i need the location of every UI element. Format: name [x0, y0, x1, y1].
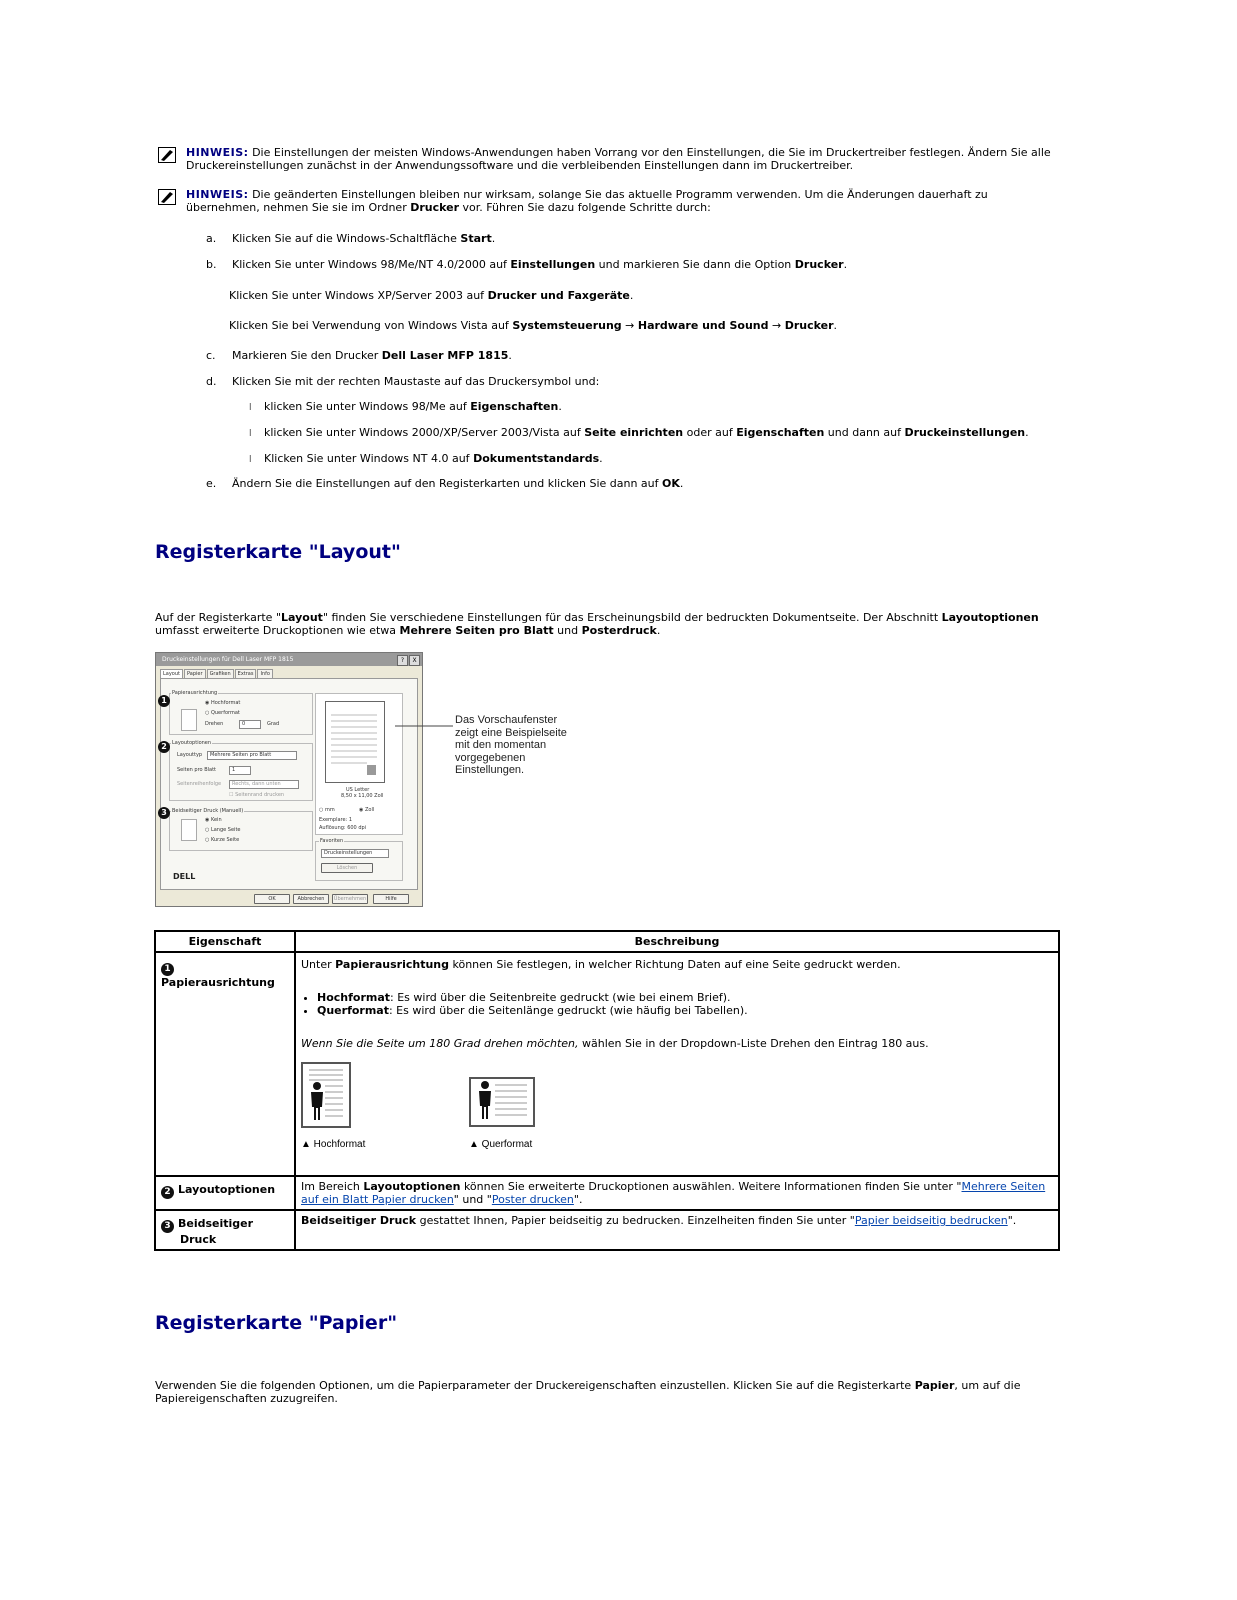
- layout-type-select[interactable]: Mehrere Seiten pro Blatt: [207, 751, 297, 760]
- note-1: [158, 147, 1058, 172]
- paper-heading: Registerkarte "Papier": [155, 1312, 398, 1334]
- step-a: a. Klicken Sie auf die Windows-Schaltfläche Start.: [206, 232, 496, 245]
- help-button[interactable]: Hilfe: [373, 894, 409, 904]
- page-order-label: Seitenreihenfolge: [177, 781, 222, 787]
- radio-none[interactable]: ◉ Kein: [205, 817, 222, 823]
- step-e: e. Ändern Sie die Einstellungen auf den Registerkarten und klicken Sie dann auf OK.: [206, 477, 684, 490]
- portrait-page-icon: [181, 709, 197, 731]
- callout-line: [395, 724, 455, 728]
- duplex-page-icon: [181, 819, 197, 841]
- property-description: Unter Papierausrichtung können Sie festlegen, in welcher Richtung Daten auf eine Seite gedruckt werden. • Hochformat: Es wird über die Seitenbreite gedruckt (wie bei einem Brief). • Querformat: Es wird über die Seitenlänge gedruckt (wie häufig bei Tabellen). Wenn Sie die Seite um 180 Grad drehen möchten, wählen Sie in der Dropdown-Liste Drehen den Eintrag 180 aus. ▲ Hochformat ▲ Querformat: [295, 952, 1059, 1176]
- preview-dimensions: 8,50 x 11,00 Zoll: [341, 793, 384, 799]
- list-item: • Querformat: Es wird über die Seitenlänge gedruckt (wie häufig bei Tabellen).: [317, 1004, 1053, 1017]
- dell-logo: DELL: [173, 872, 196, 881]
- marker-1: 1: [161, 963, 174, 976]
- note-pencil-icon: [158, 189, 176, 205]
- header-property: Eigenschaft: [155, 931, 295, 952]
- landscape-illustration: [469, 1077, 535, 1127]
- link-multiple-pages[interactable]: Mehrere Seiten auf ein Blatt Papier drucken: [301, 1180, 1046, 1206]
- marker-3: 3: [161, 1220, 174, 1233]
- note-label: HINWEIS:: [186, 188, 249, 201]
- step-d-2: l klicken Sie unter Windows 2000/XP/Server 2003/Vista auf Seite einrichten oder auf Eigenschaften und dann auf Druckeinstellungen.: [249, 426, 1029, 439]
- help-icon[interactable]: ?: [397, 655, 408, 666]
- layout-heading: Registerkarte "Layout": [155, 541, 401, 563]
- radio-mm[interactable]: ○ mm: [319, 807, 335, 813]
- page-order-select[interactable]: Rechts, dann unten: [229, 780, 299, 789]
- step-d: d. Klicken Sie mit der rechten Maustaste auf das Druckersymbol und:: [206, 375, 600, 388]
- radio-short-edge[interactable]: ○ Kurze Seite: [205, 837, 240, 843]
- favorites-select[interactable]: Druckeinstellungen: [321, 849, 389, 858]
- layout-properties-table: [154, 930, 1060, 1251]
- property-name: Beidseitiger Druck: [178, 1217, 254, 1246]
- favorites-label: Favoriten: [320, 838, 344, 844]
- marker-1: 1: [158, 695, 170, 707]
- copies-info: Exemplare: 1: [319, 817, 353, 823]
- ok-button[interactable]: OK: [254, 894, 290, 904]
- tab-papier[interactable]: Papier: [184, 669, 206, 678]
- print-border-checkbox[interactable]: ☐ Seitenrand drucken: [229, 792, 285, 798]
- layout-intro: Auf der Registerkarte "Layout" finden Sie verschiedene Einstellungen für das Erscheinungsbild der bedruckten Dokumentseite. Der Abschnitt Layoutoptionen umfasst erweiterte Druckoptionen wie etwa Mehrere Seiten pro Blatt und Posterdruck.: [155, 611, 1039, 637]
- link-duplex-print[interactable]: Papier beidseitig bedrucken: [854, 1214, 1008, 1227]
- preview-callout: Das Vorschaufenster zeigt eine Beispielseite mit den momentan vorgegebenen Einstellungen.: [455, 714, 567, 776]
- note-text: Die Einstellungen der meisten Windows-Anwendungen haben Vorrang vor den Einstellungen, die Sie im Druckertreiber festlegen. Ändern Sie alle Druckereinstellungen zunächst in der Anwendungssoftware und die verbleibenden Einstellungen dann im Druckertreiber.: [186, 146, 1051, 172]
- step-b-vista: Klicken Sie bei Verwendung von Windows Vista auf Systemsteuerung → Hardware und Sound → Drucker.: [229, 319, 838, 332]
- duplex-group-label: Beidseitiger Druck (Manuell): [172, 808, 244, 814]
- layout-type-label: Layouttyp: [177, 752, 203, 758]
- table-row: [155, 1176, 1059, 1210]
- property-description: Beidseitiger Druck gestattet Ihnen, Papier beidseitig zu bedrucken. Einzelheiten finden Sie unter "Papier beidseitig bedrucken".: [295, 1210, 1059, 1250]
- layout-panel: [160, 678, 418, 890]
- radio-landscape[interactable]: ○ Querformat: [205, 710, 240, 716]
- step-c: c. Markieren Sie den Drucker Dell Laser MFP 1815.: [206, 349, 512, 362]
- note-label: HINWEIS:: [186, 146, 249, 159]
- step-b: b. Klicken Sie unter Windows 98/Me/NT 4.0/2000 auf Einstellungen und markieren Sie dann die Option Drucker.: [206, 258, 848, 271]
- marker-2: 2: [158, 741, 170, 753]
- print-settings-dialog: [155, 652, 423, 907]
- tab-info[interactable]: Info: [257, 669, 272, 678]
- property-name: Papierausrichtung: [161, 976, 275, 989]
- pages-per-sheet-label: Seiten pro Blatt: [177, 767, 217, 773]
- marker-2: 2: [161, 1186, 174, 1199]
- resolution-info: Auflösung: 600 dpi: [319, 825, 367, 831]
- step-d-1: l klicken Sie unter Windows 98/Me auf Eigenschaften.: [249, 400, 562, 413]
- radio-long-edge[interactable]: ○ Lange Seite: [205, 827, 241, 833]
- note-pencil-icon: [158, 147, 176, 163]
- link-poster-print[interactable]: Poster drucken: [491, 1193, 574, 1206]
- step-d-3: l Klicken Sie unter Windows NT 4.0 auf Dokumentstandards.: [249, 452, 603, 465]
- step-b-xp: Klicken Sie unter Windows XP/Server 2003 auf Drucker und Faxgeräte.: [229, 289, 634, 302]
- apply-button[interactable]: Übernehmen: [333, 896, 367, 902]
- preview-paper-size: US Letter: [346, 787, 370, 793]
- tab-layout[interactable]: Layout: [160, 669, 183, 678]
- orientation-group-label: Papierausrichtung: [172, 690, 218, 696]
- delete-button[interactable]: Löschen: [321, 863, 373, 873]
- table-row: [155, 952, 1059, 1176]
- layout-options-label: Layoutoptionen: [172, 740, 212, 746]
- dialog-tabs: [160, 669, 274, 678]
- preview-lines-icon: [331, 711, 377, 777]
- favorites-group: [315, 841, 403, 881]
- tab-extras[interactable]: Extras: [235, 669, 257, 678]
- close-icon[interactable]: X: [409, 655, 420, 666]
- rotate-select[interactable]: 0: [239, 720, 261, 729]
- landscape-caption: ▲ Querformat: [469, 1139, 533, 1150]
- paper-intro: Verwenden Sie die folgenden Optionen, um die Papierparameter der Druckereigenschaften einzustellen. Klicken Sie auf die Registerkarte Papier, um auf die Papiereigenschaften zuzugreifen.: [155, 1379, 1021, 1405]
- radio-inch[interactable]: ◉ Zoll: [359, 807, 375, 813]
- property-name: Layoutoptionen: [178, 1183, 276, 1196]
- portrait-illustration: [301, 1062, 351, 1128]
- rotate-unit: Grad: [267, 721, 280, 727]
- dialog-titlebar: Druckeinstellungen für Dell Laser MFP 1815 ? X: [156, 653, 422, 666]
- tab-grafiken[interactable]: Grafiken: [207, 669, 234, 678]
- list-item: • Hochformat: Es wird über die Seitenbreite gedruckt (wie bei einem Brief).: [317, 991, 1053, 1004]
- header-description: Beschreibung: [295, 931, 1059, 952]
- marker-3: 3: [158, 807, 170, 819]
- note-2: HINWEIS: Die geänderten Einstellungen bleiben nur wirksam, solange Sie das aktuelle Programm verwenden. Um die Änderungen dauerhaft zu übernehmen, nehmen Sie sie im Ordner Drucker vor. Führen Sie dazu folgende Schritte durch:: [158, 189, 1058, 214]
- pages-per-sheet-select[interactable]: 1: [229, 766, 251, 775]
- portrait-caption: ▲ Hochformat: [301, 1139, 366, 1150]
- cancel-button[interactable]: Abbrechen: [293, 894, 329, 904]
- radio-portrait[interactable]: ◉ Hochformat: [205, 700, 241, 706]
- rotate-label: Drehen: [205, 721, 224, 727]
- table-row: [155, 1210, 1059, 1250]
- property-description: Im Bereich Layoutoptionen können Sie erweiterte Druckoptionen auswählen. Weitere Informationen finden Sie unter "Mehrere Seiten auf ein Blatt Papier drucken" und "Poster drucken".: [295, 1176, 1059, 1210]
